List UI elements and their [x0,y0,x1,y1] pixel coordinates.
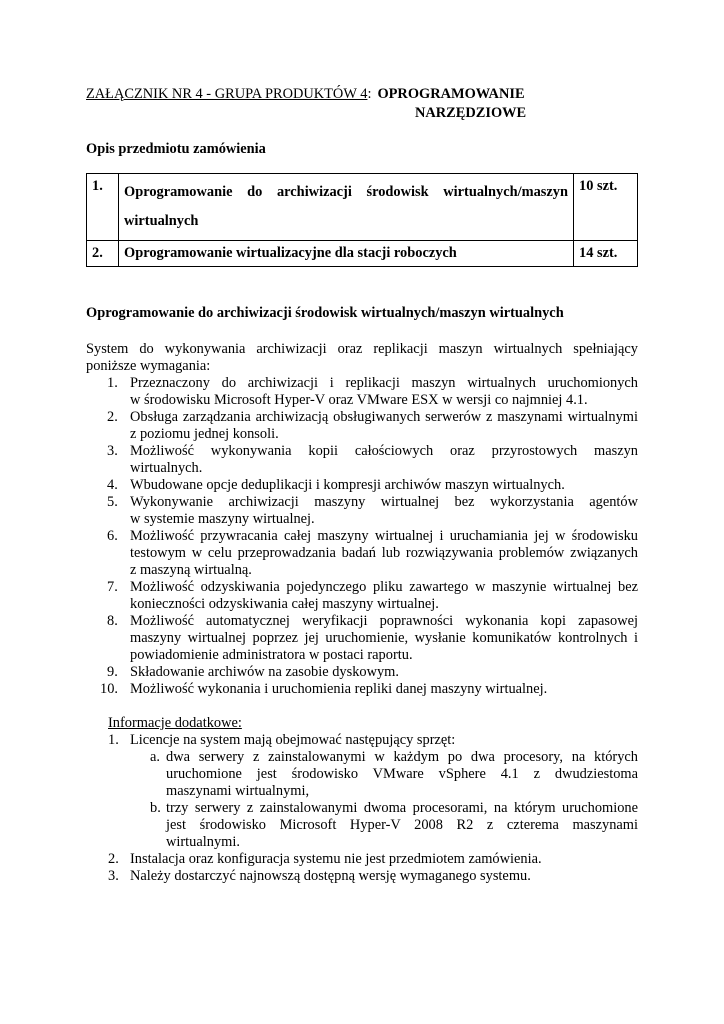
row-description: Oprogramowanie wirtualizacyjne dla stacji roboczych [119,241,574,267]
row-description-line: wirtualnych [124,213,199,229]
annex-heading [86,86,638,103]
list-item-line: Instalacja oraz konfiguracja systemu nie jest przedmiotem zamówienia. [130,851,542,867]
list-item [86,681,638,698]
table-row [87,174,638,241]
sublist-item-line: wirtualnymi. [166,834,240,850]
sublist-item-line: dwa serwery z zainstalowanymi w każdym po dwa procesory, na których [166,749,638,765]
list-item-line: wirtualnych. [130,460,203,476]
sublist-item-line: jest środowisko Microsoft Hyper-V 2008 R2 z czterema maszynami [166,817,638,833]
additional-info-list [86,732,638,885]
list-item-line: Składowanie archiwów na zasobie dyskowym. [130,664,399,680]
row-description [119,174,574,241]
list-item-line: Możliwość odzyskiwania pojedynczego pliku zawartego w maszynie wirtualnej bez [130,579,638,595]
list-item-line: Wykonywanie archiwizacji maszyny wirtualnej bez wykorzystania agentów [130,494,638,510]
additional-info-heading: Informacje dodatkowe: [108,715,242,731]
list-item-line: Licencje na system mają obejmować następujący sprzęt: [130,732,456,748]
sublist-item-line: maszynami wirtualnymi, [166,783,310,799]
sublist-item-line: trzy serwery z zainstalowanymi dwoma procesorami, na którym uruchomione [166,800,638,816]
list-item [86,443,638,477]
list-item-line: powiadomienie administratora w postaci raportu. [130,647,413,663]
list-item [86,579,638,613]
sublist-item [86,749,638,800]
list-item-line: Przeznaczony do archiwizacji i replikacji maszyn wirtualnych uruchomionych [130,375,638,391]
list-item [86,494,638,528]
list-item-number: 5. [107,494,118,510]
list-item [86,613,638,664]
list-item-number: 2. [108,851,119,867]
list-item-number: 9. [107,664,118,680]
intro-line: System do wykonywania archiwizacji oraz replikacji maszyn wirtualnych spełniający [86,341,638,357]
sublist-item-letter: b. [150,800,161,816]
list-item-line: Należy dostarczyć najnowszą dostępną wersję wymaganego systemu. [130,868,531,884]
list-item [86,528,638,579]
intro-paragraph [86,341,638,375]
sublist-item-letter: a. [150,749,160,765]
list-item-number: 2. [107,409,118,425]
row-quantity: 10 szt. [574,174,638,241]
list-item-line: testowym w celu przeprowadzania badań lub rozwiązywania problemów związanych [130,545,638,561]
list-item-line: w systemie maszyny wirtualnej. [130,511,315,527]
subsection-title: Oprogramowanie do archiwizacji środowisk wirtualnych/maszyn wirtualnych [86,305,564,321]
list-item-number: 6. [107,528,118,544]
list-item-line: Możliwość wykonania i uruchomienia repliki danej maszyny wirtualnej. [130,681,548,697]
list-item-number: 7. [107,579,118,595]
list-item [86,375,638,409]
list-item-number: 3. [108,868,119,884]
sublist [86,749,638,851]
row-number: 1. [87,174,119,241]
list-item-number: 8. [107,613,118,629]
row-number: 2. [87,241,119,267]
list-item [86,851,638,868]
annex-title-line1: OPROGRAMOWANIE [377,86,525,102]
list-item-line: konieczności odzyskiwania całej maszyny wirtualnej. [130,596,439,612]
list-item-line: Obsługa zarządzania archiwizacją obsługiwanych serwerów z maszynami wirtualnymi [130,409,638,425]
list-item-line: Wbudowane opcje deduplikacji i kompresji archiwów maszyn wirtualnych. [130,477,565,493]
section-title: Opis przedmiotu zamówienia [86,141,266,157]
list-item-line: w środowisku Microsoft Hyper-V oraz VMware ESX w wersji co najmniej 4.1. [130,392,588,408]
list-item-number: 1. [108,732,119,748]
list-item-line: Możliwość wykonywania kopii całościowych oraz przyrostowych maszyn [130,443,638,459]
list-item-number: 3. [107,443,118,459]
list-item-number: 4. [107,477,118,493]
list-item-line: z maszyną wirtualną. [130,562,252,578]
sublist-item [86,800,638,851]
list-item [86,477,638,494]
requirements-list [86,375,638,698]
intro-line: poniższe wymagania: [86,358,211,374]
annex-colon: : [367,86,372,102]
list-item [86,409,638,443]
list-item-line: maszyny wirtualnej poprzez jej uruchomienie, wysłanie komunikatów kontrolnych i [130,630,638,646]
row-quantity: 14 szt. [574,241,638,267]
annex-prefix: ZAŁĄCZNIK NR 4 - GRUPA PRODUKTÓW 4 [86,86,368,102]
table-row [87,241,638,267]
list-item [86,868,638,885]
sublist-item-line: uruchomione jest środowisko VMware vSphere 4.1 z dwudziestoma [166,766,638,782]
list-item-number: 1. [107,375,118,391]
products-table [86,173,638,267]
list-item [86,732,638,851]
list-item [86,664,638,681]
list-item-line: Możliwość automatycznej weryfikacji poprawności wykonania kopi zapasowej [130,613,638,629]
list-item-line: z poziomu jednej konsoli. [130,426,279,442]
document-page [86,86,638,885]
row-description-line: Oprogramowanie do archiwizacji środowisk wirtualnych/maszyn [124,184,568,200]
list-item-line: Możliwość przywracania całej maszyny wirtualnej i uruchamiania jej w środowisku [130,528,638,544]
annex-title-line2: NARZĘDZIOWE [415,105,527,121]
list-item-number: 10. [100,681,118,697]
